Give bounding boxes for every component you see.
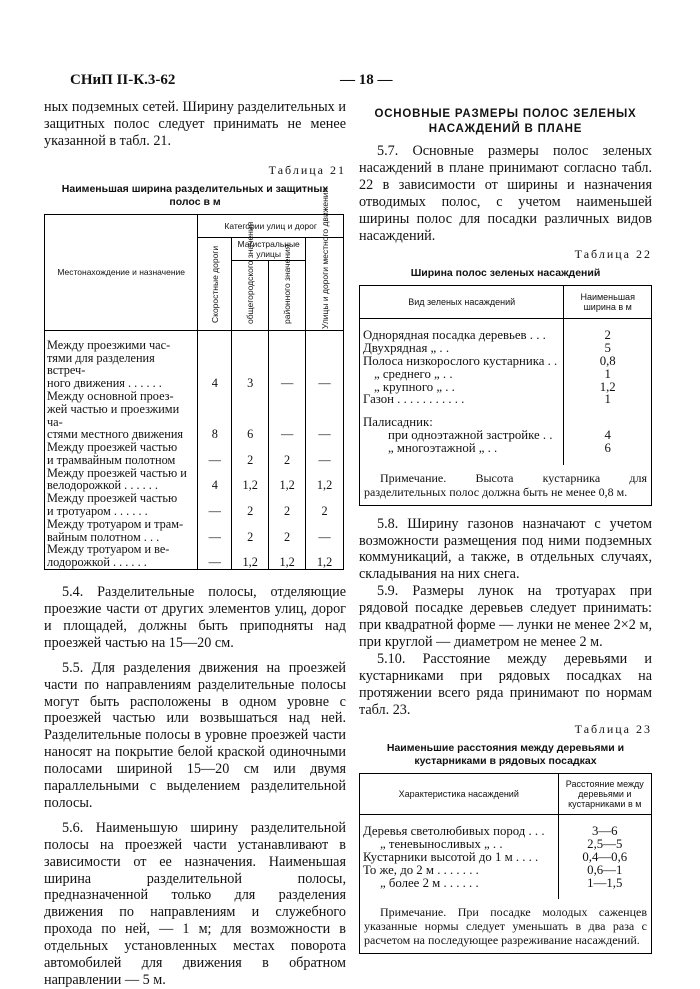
table-row: „ среднего „ . . 1 [360, 368, 652, 381]
table-row: „ более 2 м . . . . . . 1—1,5 [360, 877, 652, 890]
table21-label: Таблица 21 [268, 162, 346, 177]
section-heading: ОСНОВНЫЕ РАЗМЕРЫ ПОЛОС ЗЕЛЕНЫХ НАСАЖДЕНИЙ В ПЛАНЕ [374, 108, 637, 135]
paragraph-5-9: 5.9. Размеры лунок на тротуарах при рядовой посадке деревьев следует принимать: при квадратной форме — лунки не менее 2×2 м, при круглой — диаметром не менее 2 м. [359, 583, 652, 650]
paragraph-5-8: 5.8. Ширину газонов назначают с учетом возможности размещения под ними подземных коммуникаций, а также, в отдельных случаях, складывания на них снега. [359, 515, 652, 583]
col-header-characteristic: Характеристика насаждений [360, 774, 559, 815]
table-row: при одноэтажной застройке . . 4 [360, 429, 652, 442]
table22-label: Таблица 22 [574, 247, 652, 262]
left-column [44, 99, 346, 989]
table-row: Между основной проез- жей частью и проезжими ча- стями местного движения 8 6 — — [45, 390, 344, 441]
table-row: Однорядная посадка деревьев . . . 2 [360, 329, 652, 342]
table-row: Деревья светолюбивых пород . . . 3—6 [360, 825, 652, 838]
paragraph-5-7: 5.7. Основные размеры полос зеленых насаждений в плане принимают согласно табл. 22 в зависимости от ширины и назначения отводимых полос, с учетом наименьшей ширины полос для посадки различных видов насаждений. [359, 143, 652, 244]
table-row: „ многоэтажной „ . . 6 [360, 442, 652, 455]
table-row: Между проезжей частью и велодорожкой . . . . . . 4 1,2 1,2 1,2 [45, 467, 344, 493]
table-row: Между проезжими час- тями для разделения встреч- ного движения . . . . . . 4 3 — — [45, 339, 344, 390]
table22 [359, 285, 652, 464]
col-header-categories: Категории улиц и дорог [198, 214, 344, 237]
col-header-distance: Расстояние между деревьями и кустарниками в м [558, 774, 651, 815]
table-row: Между проезжей частью и тротуаром . . . . . . — 2 2 2 [45, 492, 344, 518]
document-code: СНиП II-К.3-62 [70, 72, 176, 88]
paragraph-5-10: 5.10. Расстояние между деревьями и кустарниками при рядовых посадках на протяжении всего ряда принимают по нормам табл. 23. [359, 650, 652, 718]
col-header-arterial: Магистральные улицы [232, 237, 306, 260]
table-row: Кустарники высотой до 1 м . . . . 0,4—0,6 [360, 851, 652, 864]
table-row: То же, до 2 м . . . . . . . 0,6—1 [360, 864, 652, 877]
table21-caption: Наименьшая ширина разделительных и защитных полос в м [61, 182, 329, 208]
table23-label: Таблица 23 [574, 722, 652, 737]
page-header [70, 72, 636, 92]
paragraph-5-6: 5.6. Наименьшую ширину разделительной полосы на проезжей части устанавливают в зависимости от ее назначения. Наименьшая ширина разделительной полосы, предназначенной только для разделения движения по направлениям и служебного прохода по ней, — 1 м; для возможности в отдельных установленных местах поворота автомобилей для движения в обратном направлении — 5 м. [44, 819, 346, 988]
paragraph-5-5: 5.5. Для разделения движения на проезжей части по направлениям разделительные полосы могут быть расположены в одном уровне с проезжей частью или возвышаться над ней. Разделительные полосы в уровне проезжей части наносят на покрытие белой краской одиночными полосами шириной 15—20 см или двумя параллельными с выделением разделительной полосы. [44, 659, 346, 811]
table-row: Полоса низкорослого кустарника . . 0,8 [360, 355, 652, 368]
table-row: „ крупного „ . . 1,2 [360, 381, 652, 394]
table23-note: Примечание. При посадке молодых саженцев указанные нормы следует уменьшать в два раза с расчетом на последующее разреживание насаждений. [359, 899, 652, 954]
col-header-width: Наименьшая ширина в м [564, 286, 652, 319]
table-row: Между тротуаром и ве- лодорожкой . . . . . . — 1,2 1,2 1,2 [45, 543, 344, 569]
table-row: Двухрядная „ . . 5 [360, 342, 652, 355]
paragraph-5-4: 5.4. Разделительные полосы, отделяющие проезжие части от других элементов улиц, дорог и площадей, должны быть приподняты над проезжей частью на 15—20 см. [44, 584, 346, 651]
table23-caption: Наименьшие расстояния между деревьями и кустарниками в рядовых посадках [386, 742, 625, 768]
col-header-local: Улицы и дороги местного движения [306, 237, 344, 330]
right-column [359, 99, 652, 954]
table22-caption: Ширина полос зеленых насаждений [410, 267, 601, 280]
table-row: Палисадник: [360, 416, 652, 429]
intro-paragraph: ных подземных сетей. Ширину разделительных и защитных полос следует принимать не менее указанной в табл. 21. [44, 99, 346, 149]
table-row: Газон . . . . . . . . . . . 1 [360, 393, 652, 406]
table-row: Между тротуаром и трам- вайным полотном . . . — 2 2 — [45, 518, 344, 544]
table22-note: Примечание. Высота кустарника для разделительных полос должна быть не менее 0,8 м. [359, 465, 652, 506]
col-header-expressways: Скоростные дороги [198, 237, 232, 330]
col-header-kind: Вид зеленых насаждений [360, 286, 564, 319]
table23 [359, 773, 652, 899]
table-row: Между проезжей частью и трамвайным полотном — 2 2 — [45, 441, 344, 467]
col-header-location: Местонахождение и назначение [45, 214, 198, 330]
col-header-district: районного значения [269, 260, 306, 330]
table-row: „ теневыносливых „ . . 2,5—5 [360, 838, 652, 851]
col-header-citywide: общегородского значения [232, 260, 269, 330]
page-number: — 18 — [340, 72, 393, 88]
